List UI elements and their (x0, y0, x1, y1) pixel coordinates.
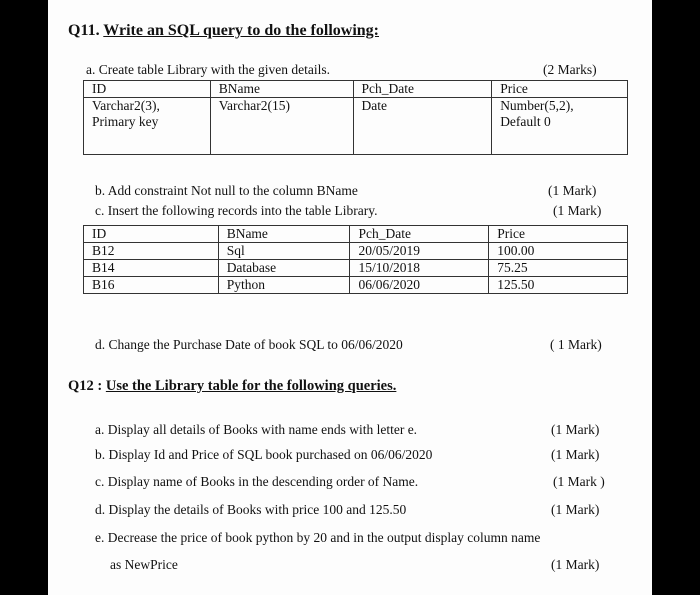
q11-part-c-marks: (1 Mark) (553, 203, 602, 218)
table-row (84, 277, 628, 294)
q12-number: Q12 : (68, 378, 103, 394)
table-cell: Pch_Date (350, 226, 489, 243)
table-cell: B16 (84, 277, 219, 294)
q12-item-e-marks: (1 Mark) (551, 557, 600, 572)
q12-item-b-marks: (1 Mark) (551, 447, 600, 462)
table-cell: B14 (84, 260, 219, 277)
table-cell: 15/10/2018 (350, 260, 489, 277)
table-cell (353, 98, 492, 155)
table-cell: B12 (84, 243, 219, 260)
q12-item-d-marks: (1 Mark) (551, 502, 600, 517)
q12-heading (68, 378, 396, 395)
table-cell: 20/05/2019 (350, 243, 489, 260)
q12-item-e: e. Decrease the price of book python by 20 and in the output display column name (95, 530, 541, 545)
q11-title: Write an SQL query to do the following: (103, 22, 379, 39)
q11-heading (68, 22, 379, 40)
table-cell: Price (492, 81, 628, 98)
q12-item-e-continuation: as NewPrice (110, 557, 178, 572)
table-cell: Price (489, 226, 628, 243)
q12-item-d: d. Display the details of Books with price 100 and 125.50 (95, 502, 407, 517)
q11-part-b: b. Add constraint Not null to the column BName (95, 183, 358, 198)
table-cell: 100.00 (489, 243, 628, 260)
cell-line: Number(5,2), (500, 98, 574, 113)
table-cell: 06/06/2020 (350, 277, 489, 294)
q11-part-b-marks: (1 Mark) (548, 183, 597, 198)
table-row (84, 243, 628, 260)
table-row (84, 98, 628, 155)
table-cell (210, 98, 353, 155)
q12-item-c-marks: (1 Mark ) (553, 474, 605, 489)
q12-title: Use the Library table for the following queries. (105, 378, 397, 394)
cell-line: Default 0 (500, 114, 551, 129)
table-cell: ID (84, 226, 219, 243)
table-header-row (84, 226, 628, 243)
library-schema-table (83, 80, 628, 155)
cell-line: Varchar2(3), (92, 98, 160, 113)
cell-line: Date (361, 98, 387, 113)
table-cell: BName (218, 226, 350, 243)
table-cell: BName (210, 81, 353, 98)
table-header-row (84, 81, 628, 98)
table-cell: 75.25 (489, 260, 628, 277)
table-cell (492, 98, 628, 155)
table-cell: Pch_Date (353, 81, 492, 98)
q12-item-a: a. Display all details of Books with name ends with letter e. (95, 422, 418, 437)
q11-number: Q11. (68, 22, 100, 39)
q11-part-a: a. Create table Library with the given details. (86, 62, 331, 77)
table-cell: Database (218, 260, 350, 277)
q11-part-c: c. Insert the following records into the table Library. (95, 203, 378, 218)
cell-line: Primary key (92, 114, 159, 129)
q12-item-a-marks: (1 Mark) (551, 422, 600, 437)
q11-part-a-marks: (2 Marks) (543, 62, 597, 77)
table-row (84, 260, 628, 277)
q11-part-d: d. Change the Purchase Date of book SQL to 06/06/2020 (95, 337, 403, 352)
table-cell: Sql (218, 243, 350, 260)
q12-item-b: b. Display Id and Price of SQL book purchased on 06/06/2020 (95, 447, 433, 462)
table-cell: Python (218, 277, 350, 294)
q11-part-d-marks: ( 1 Mark) (550, 337, 602, 352)
table-cell (84, 98, 211, 155)
q12-item-c: c. Display name of Books in the descending order of Name. (95, 474, 419, 489)
library-records-table (83, 225, 628, 294)
cell-line: Varchar2(15) (218, 98, 290, 113)
table-cell: ID (84, 81, 211, 98)
table-cell: 125.50 (489, 277, 628, 294)
